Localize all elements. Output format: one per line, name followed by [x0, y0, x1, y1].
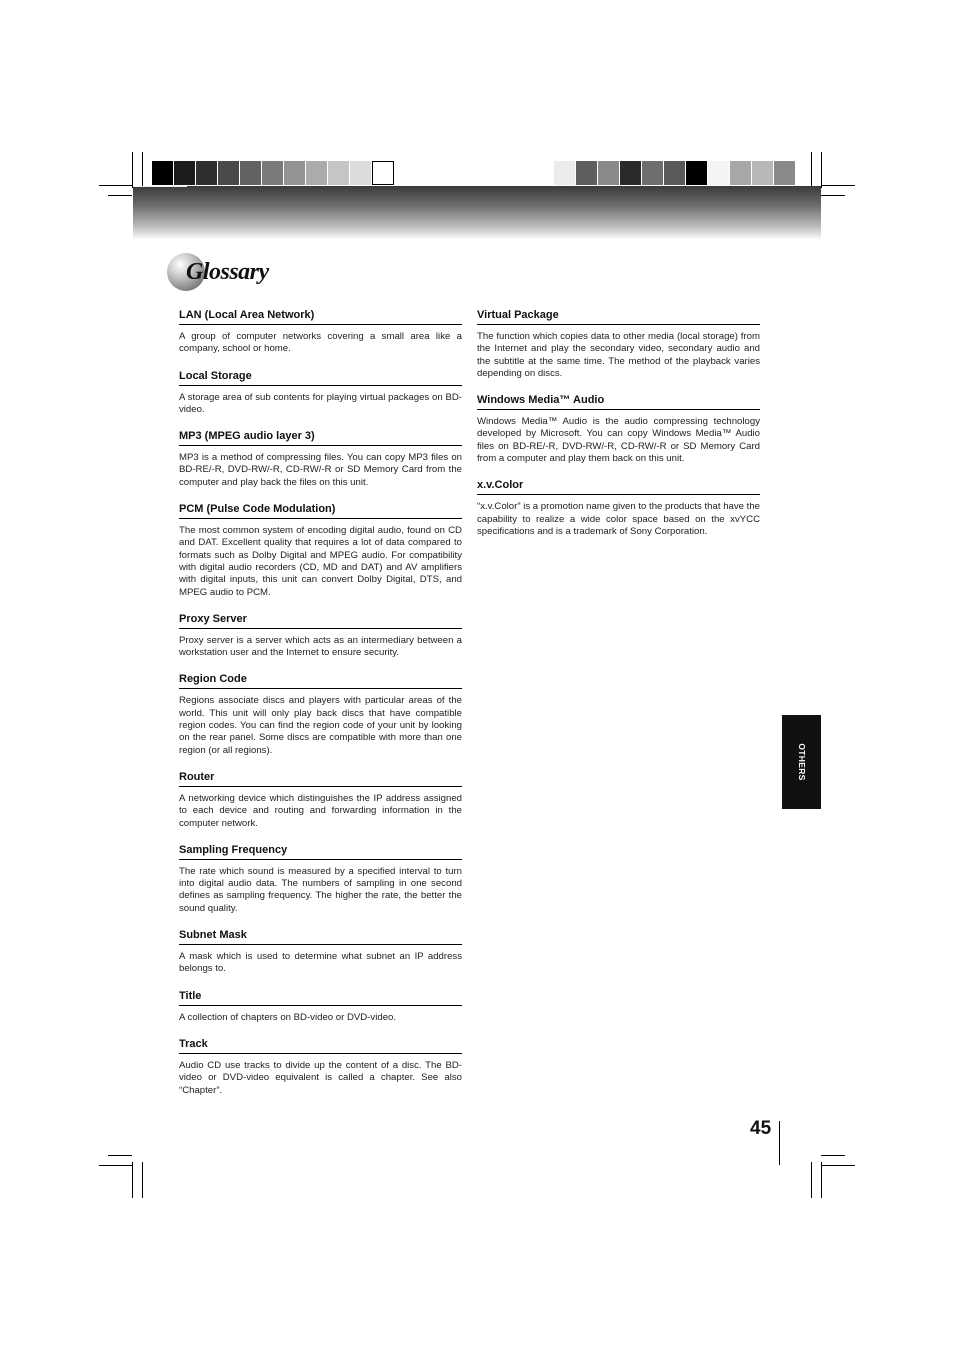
- color-swatch: [262, 161, 284, 185]
- crop-mark: [821, 1165, 855, 1166]
- glossary-definition: “x.v.Color” is a promotion name given to the products that have the capability to realize a wide color space based on the xvYCC specifications and is a trademark of Sony Corporation.: [477, 501, 760, 537]
- glossary-entry: [179, 929, 462, 976]
- glossary-entry: [179, 613, 462, 660]
- page-number: 45: [750, 1118, 772, 1139]
- crop-mark: [821, 185, 855, 186]
- color-swatch: [350, 161, 372, 185]
- color-calibration-bar-right: [554, 161, 796, 185]
- glossary-entry: [179, 771, 462, 830]
- glossary-term: Title: [179, 990, 462, 1006]
- glossary-entry: [179, 309, 462, 356]
- glossary-entry: [477, 309, 760, 380]
- crop-mark: [132, 152, 133, 188]
- crop-mark: [99, 1165, 133, 1166]
- color-swatch: [598, 161, 620, 185]
- color-swatch: [686, 161, 708, 185]
- color-swatch: [328, 161, 350, 185]
- glossary-term: Proxy Server: [179, 613, 462, 629]
- glossary-definition: A group of computer networks covering a small area like a company, school or home.: [179, 331, 462, 355]
- color-swatch: [642, 161, 664, 185]
- color-swatch: [284, 161, 306, 185]
- glossary-definition: Proxy server is a server which acts as an intermediary between a workstation user and the Internet to ensure security.: [179, 634, 462, 659]
- header-band: [133, 186, 821, 240]
- glossary-definition: Windows Media™ Audio is the audio compressing technology developed by Microsoft. You can copy Windows Media™ Audio files on BD-RE/-R, DVD-RW/-R, CD-RW/-R or SD Memory Card from a computer and play them back on this unit.: [477, 416, 760, 465]
- crop-mark: [811, 1162, 812, 1198]
- glossary-entry: [179, 990, 462, 1024]
- glossary-term: Router: [179, 771, 462, 787]
- glossary-right-column: [477, 309, 760, 552]
- glossary-definition: The most common system of encoding digital audio, found on CD and DAT. Excellent quality that requires a lot of data compared to formats such as Dolby Digital and MPEG audio. For compatibility with digital audio recorders (CD, MD and DAT) and AV amplifiers with digital inputs, this unit can convert Dolby Digital, DTS, and MPEG audio to PCM.: [179, 525, 462, 598]
- glossary-definition: MP3 is a method of compressing files. You can copy MP3 files on BD-RE/-R, DVD-RW/-R, CD-RW/-R or SD Memory Card from the computer and play back the files on this unit.: [179, 452, 462, 488]
- glossary-term: LAN (Local Area Network): [179, 309, 462, 325]
- glossary-definition: A collection of chapters on BD-video or DVD-video.: [179, 1011, 397, 1023]
- color-swatch: [730, 161, 752, 185]
- glossary-term: Sampling Frequency: [179, 844, 462, 860]
- glossary-definition: A networking device which distinguishes the IP address assigned to each device and routing and forwarding information in the computer network.: [179, 792, 462, 829]
- glossary-term: Subnet Mask: [179, 929, 462, 945]
- color-swatch: [576, 161, 598, 185]
- crop-mark: [142, 152, 143, 188]
- glossary-definition: A mask which is used to determine what subnet an IP address belongs to.: [179, 951, 462, 975]
- color-swatch: [372, 161, 394, 185]
- crop-mark: [821, 152, 822, 188]
- color-swatch: [174, 161, 196, 185]
- crop-mark: [108, 1155, 132, 1156]
- section-tab: [782, 715, 821, 809]
- glossary-term: Virtual Package: [477, 309, 760, 325]
- glossary-entry: [179, 503, 462, 599]
- glossary-term: Local Storage: [179, 370, 462, 386]
- page-number-rule: [779, 1121, 780, 1165]
- color-calibration-bar-left: [152, 161, 394, 185]
- glossary-definition: The rate which sound is measured by a specified interval to turn into digital audio data. The numbers of sampling in one second defines as sampling frequency. The higher the rate, the better the sound quality.: [179, 865, 462, 914]
- glossary-entry: [179, 370, 462, 417]
- crop-mark: [132, 1162, 133, 1198]
- color-swatch: [774, 161, 796, 185]
- glossary-term: MP3 (MPEG audio layer 3): [179, 430, 462, 446]
- color-swatch: [752, 161, 774, 185]
- glossary-term: x.v.Color: [477, 479, 760, 495]
- glossary-term: Windows Media™ Audio: [477, 394, 760, 410]
- crop-mark: [99, 185, 133, 186]
- color-swatch: [554, 161, 576, 185]
- crop-mark: [108, 195, 132, 196]
- crop-mark: [821, 1155, 845, 1156]
- color-swatch: [240, 161, 262, 185]
- glossary-term: PCM (Pulse Code Modulation): [179, 503, 462, 519]
- color-swatch: [664, 161, 686, 185]
- crop-mark: [142, 1162, 143, 1198]
- page-title: Glossary: [186, 259, 269, 285]
- glossary-entry: [179, 430, 462, 489]
- color-swatch: [152, 161, 174, 185]
- glossary-entry: [477, 394, 760, 465]
- glossary-left-column: [179, 309, 462, 1111]
- glossary-definition: Audio CD use tracks to divide up the content of a disc. The BD-video or DVD-video equivalent is called a chapter. See also “Chapter”.: [179, 1059, 462, 1096]
- glossary-definition: The function which copies data to other media (local storage) from the Internet and play the secondary video, secondary audio and the subtitle at the same time. The method of the playback varies depending on discs.: [477, 331, 760, 379]
- color-swatch: [708, 161, 730, 185]
- section-tab-label: OTHERS: [796, 743, 807, 781]
- glossary-definition: Regions associate discs and players with particular areas of the world. This unit will only play back discs that have compatible region codes. You can find the region code of your unit by looking on the rear panel. Some discs are compatible with more than one region (or all regions).: [179, 695, 462, 756]
- glossary-entry: [179, 1038, 462, 1097]
- glossary-entry: [179, 844, 462, 915]
- color-swatch: [196, 161, 218, 185]
- color-swatch: [620, 161, 642, 185]
- crop-mark: [821, 195, 845, 196]
- glossary-term: Region Code: [179, 673, 462, 689]
- glossary-entry: [477, 479, 760, 538]
- crop-mark: [811, 152, 812, 188]
- color-swatch: [306, 161, 328, 185]
- crop-mark: [821, 1162, 822, 1198]
- glossary-definition: A storage area of sub contents for playing virtual packages on BD-video.: [179, 391, 462, 415]
- color-swatch: [218, 161, 240, 185]
- glossary-term: Track: [179, 1038, 462, 1054]
- glossary-entry: [179, 673, 462, 756]
